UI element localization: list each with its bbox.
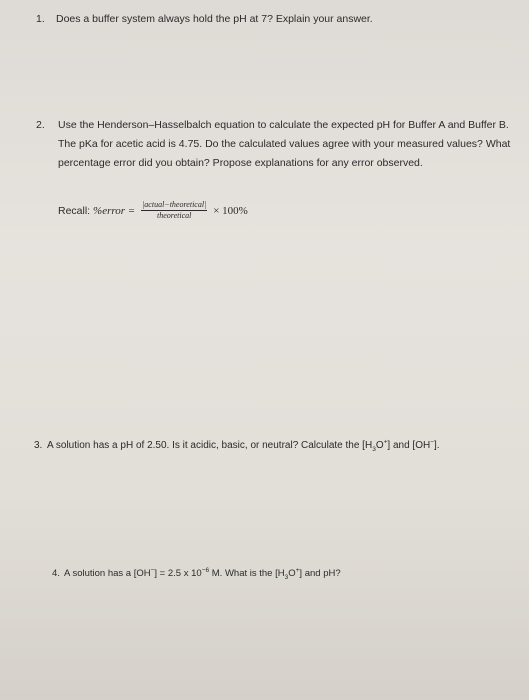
percent-error-formula (58, 200, 248, 221)
question-4-number: 4. (52, 568, 60, 579)
question-2-text: Use the Henderson–Hasselbalch equation to calculate the expected pH for Buffer A and Buffer B. The pKa for acetic acid is 4.75. Do the calculated values agree with your measured values? What percentage error did you obtain? Propose explanations for any error observed. (58, 119, 511, 169)
question-3 (34, 436, 519, 455)
superscript-exponent: −6 (201, 566, 210, 574)
question-4-text-part: ] = 2.5 x 10 (154, 568, 202, 579)
question-3-text (47, 436, 519, 455)
question-3-text-part: ] and [OH (387, 440, 431, 451)
question-1-number: 1. (36, 13, 45, 25)
percent-error-variable: %error = (93, 204, 136, 217)
fraction-numerator: |actual−theoretical| (142, 200, 207, 209)
subscript-3: 3 (372, 446, 376, 453)
question-3-text-part: O (375, 440, 384, 451)
question-4 (52, 564, 512, 583)
error-fraction (141, 200, 207, 221)
superscript-minus: − (150, 566, 155, 574)
question-1 (36, 10, 506, 29)
question-2 (36, 116, 516, 173)
superscript-plus: + (383, 438, 388, 446)
question-4-text-part: M. What is the [H (209, 568, 285, 579)
times-hundred-percent: × 100% (213, 204, 248, 217)
question-3-number: 3. (34, 440, 43, 451)
question-4-text-part: A solution has a [OH (64, 568, 151, 579)
question-4-text-part: ] and pH? (299, 568, 341, 579)
question-3-text-part: A solution has a pH of 2.50. Is it acidic, basic, or neutral? Calculate the [H (47, 440, 373, 451)
subscript-3: 3 (284, 573, 289, 581)
question-4-text (64, 564, 512, 583)
superscript-plus: + (295, 566, 300, 574)
superscript-minus: − (430, 438, 434, 446)
question-1-text: Does a buffer system always hold the pH at 7? Explain your answer. (56, 13, 373, 25)
recall-label: Recall: (58, 204, 91, 217)
question-3-text-part: ]. (434, 440, 440, 451)
question-4-text-part: O (288, 568, 296, 579)
fraction-denominator: theoretical (157, 211, 192, 220)
question-2-number: 2. (36, 119, 45, 131)
